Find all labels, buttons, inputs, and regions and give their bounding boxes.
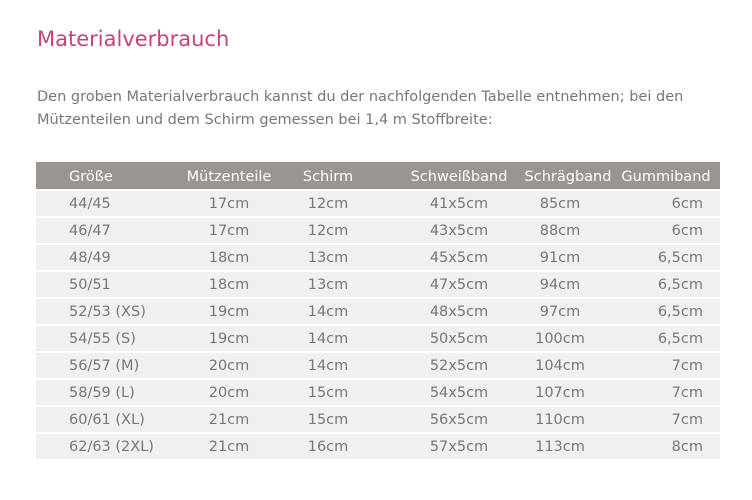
cell-sweatband: 47x5cm (429, 277, 489, 293)
cell-brim: 12cm (307, 223, 349, 239)
page-title: Materialverbrauch (37, 27, 230, 51)
cell-brim: 15cm (307, 385, 349, 401)
cell-crown-pieces: 18cm (208, 250, 250, 266)
cell-size: 58/59 (L) (69, 385, 135, 401)
material-table (36, 162, 720, 461)
cell-brim: 14cm (307, 331, 349, 347)
cell-crown-pieces: 19cm (208, 304, 250, 320)
cell-elastic: 6,5cm (657, 250, 703, 266)
cell-crown-pieces: 17cm (208, 223, 250, 239)
cell-sweatband: 48x5cm (429, 304, 489, 320)
cell-size: 52/53 (XS) (69, 304, 146, 320)
cell-size: 56/57 (M) (69, 358, 140, 374)
cell-brim: 13cm (307, 277, 349, 293)
table-row (36, 353, 720, 380)
cell-sweatband: 54x5cm (429, 385, 489, 401)
cell-elastic: 6cm (671, 196, 703, 212)
cell-brim: 14cm (307, 304, 349, 320)
cell-bias-tape: 110cm (535, 412, 585, 428)
cell-size: 48/49 (69, 250, 111, 266)
cell-elastic: 6,5cm (657, 277, 703, 293)
column-header-crown-pieces: Mützenteile (186, 169, 272, 185)
cell-bias-tape: 97cm (539, 304, 581, 320)
table-row (36, 272, 720, 299)
cell-crown-pieces: 18cm (208, 277, 250, 293)
table-row (36, 407, 720, 434)
cell-size: 54/55 (S) (69, 331, 136, 347)
cell-bias-tape: 88cm (539, 223, 581, 239)
cell-bias-tape: 104cm (535, 358, 585, 374)
cell-elastic: 6,5cm (657, 304, 703, 320)
table-row (36, 218, 720, 245)
cell-sweatband: 57x5cm (429, 439, 489, 455)
table-row (36, 245, 720, 272)
column-header-size: Größe (69, 169, 113, 185)
cell-bias-tape: 107cm (535, 385, 585, 401)
cell-elastic: 7cm (671, 385, 703, 401)
cell-sweatband: 45x5cm (429, 250, 489, 266)
cell-bias-tape: 94cm (539, 277, 581, 293)
cell-sweatband: 50x5cm (429, 331, 489, 347)
cell-brim: 16cm (307, 439, 349, 455)
table-row (36, 434, 720, 461)
cell-elastic: 7cm (671, 358, 703, 374)
intro-text: Den groben Materialverbrauch kannst du der nachfolgenden Tabelle entnehmen; bei den Mützenteilen und dem Schirm gemessen bei 1,4 m Stoffbreite: (37, 89, 684, 128)
cell-size: 62/63 (2XL) (69, 439, 154, 455)
cell-sweatband: 41x5cm (429, 196, 489, 212)
table-row (36, 326, 720, 353)
cell-crown-pieces: 19cm (208, 331, 250, 347)
cell-elastic: 7cm (671, 412, 703, 428)
cell-crown-pieces: 20cm (208, 385, 250, 401)
cell-elastic: 8cm (671, 439, 703, 455)
cell-sweatband: 43x5cm (429, 223, 489, 239)
cell-sweatband: 52x5cm (429, 358, 489, 374)
cell-sweatband: 56x5cm (429, 412, 489, 428)
table-row (36, 191, 720, 218)
cell-brim: 14cm (307, 358, 349, 374)
cell-brim: 15cm (307, 412, 349, 428)
cell-crown-pieces: 21cm (208, 439, 250, 455)
cell-elastic: 6,5cm (657, 331, 703, 347)
column-header-brim: Schirm (302, 169, 354, 185)
cell-crown-pieces: 21cm (208, 412, 250, 428)
table-row (36, 380, 720, 407)
cell-bias-tape: 91cm (539, 250, 581, 266)
cell-size: 44/45 (69, 196, 111, 212)
cell-size: 46/47 (69, 223, 111, 239)
cell-crown-pieces: 20cm (208, 358, 250, 374)
cell-crown-pieces: 17cm (208, 196, 250, 212)
table-header (36, 162, 720, 191)
table-row (36, 299, 720, 326)
column-header-bias-tape: Schrägband (524, 169, 612, 185)
cell-elastic: 6cm (671, 223, 703, 239)
cell-bias-tape: 100cm (535, 331, 585, 347)
column-header-sweatband: Schweißband (410, 169, 508, 185)
cell-size: 50/51 (69, 277, 111, 293)
cell-brim: 13cm (307, 250, 349, 266)
cell-size: 60/61 (XL) (69, 412, 145, 428)
cell-bias-tape: 113cm (535, 439, 585, 455)
cell-brim: 12cm (307, 196, 349, 212)
column-header-elastic: Gummiband (621, 169, 711, 185)
cell-bias-tape: 85cm (539, 196, 581, 212)
